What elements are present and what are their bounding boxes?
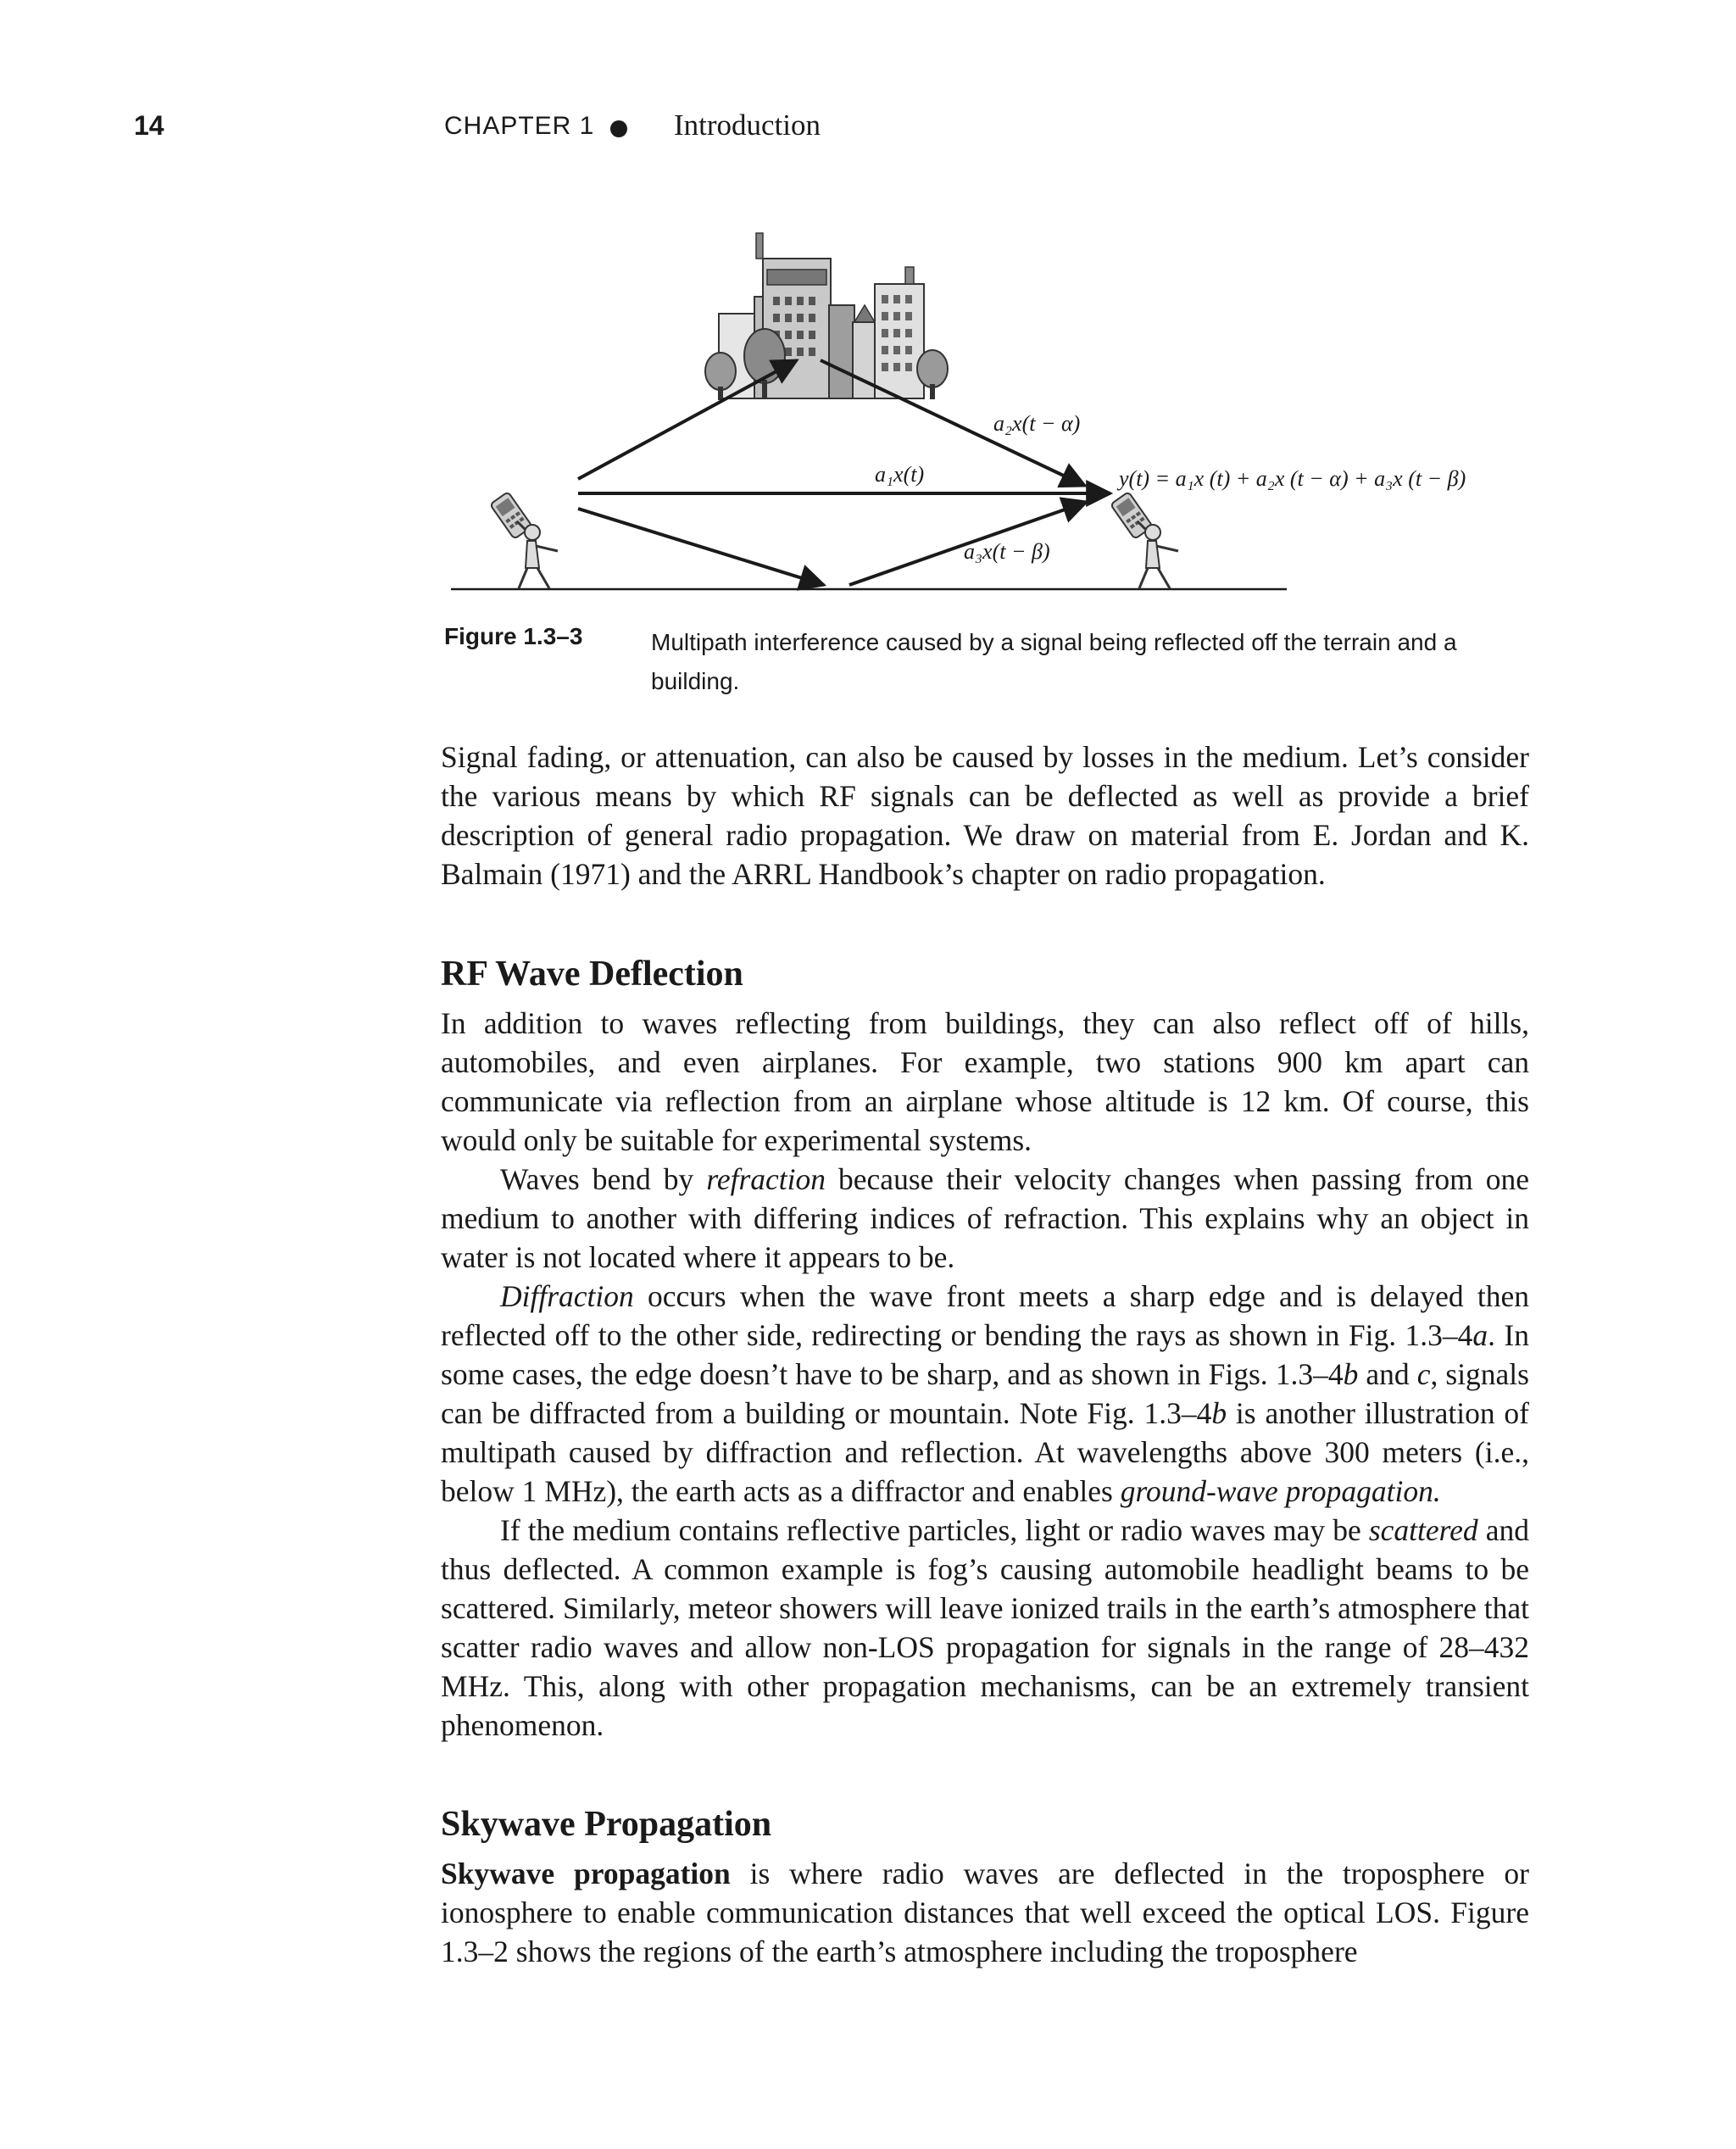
paragraph bbox=[441, 1854, 1529, 1971]
label-a3: a₃x(t − β) bbox=[964, 539, 1050, 564]
paragraph: In addition to waves reflecting from buildings, they can also reflect off of hills, automobiles, and even airplanes. For example, two stations 900 km apart can communicate via reflection from an airplane whose altitude is 12 km. Of course, this would only be suitable for experimental systems. bbox=[441, 1006, 1529, 1157]
section-heading-skywave-propagation: Skywave Propagation bbox=[441, 1805, 772, 1844]
paragraph bbox=[441, 1160, 1529, 1277]
strong-term: Skywave propagation bbox=[441, 1857, 731, 1890]
paragraph bbox=[441, 1511, 1529, 1745]
emphasis: ground-wave propagation. bbox=[1120, 1474, 1441, 1508]
chapter-label: CHAPTER 1 bbox=[444, 112, 595, 140]
emphasis: b bbox=[1343, 1357, 1359, 1391]
text-run: is where radio waves are deflected in the troposphere or ionosphere to enable communication distances that well exceed the optical LOS. Figure 1.3–2 shows the regions of the earth’s atmosphere including the troposphere bbox=[441, 1857, 1529, 1968]
text-run: , signals can be diffracted from a building or mountain. Note Fig. 1.3–4 bbox=[441, 1357, 1529, 1430]
text-run: . In some cases, the edge doesn’t have to be sharp, and as shown in Figs. 1.3–4 bbox=[441, 1318, 1529, 1391]
text-run: occurs when the wave front meets a sharp edge and is delayed then reflected off to the other side, redirecting or bending the rays as shown in Fig. 1.3–4 bbox=[441, 1279, 1529, 1352]
label-a1: a₁x(t) bbox=[875, 462, 925, 487]
label-output: y(t) = a₁x (t) + a₂x (t − α) + a₃x (t − β) bbox=[1119, 466, 1466, 491]
section1-body bbox=[441, 1004, 1529, 1745]
page-number: 14 bbox=[134, 110, 164, 141]
emphasis: a bbox=[1472, 1318, 1488, 1352]
bullet-icon bbox=[610, 120, 627, 137]
path-to-ground bbox=[578, 509, 824, 585]
section2-body bbox=[441, 1854, 1529, 1971]
paragraph bbox=[441, 1277, 1529, 1511]
text-run: because their velocity changes when passing from one medium to another with differing indices of refraction. This explains why an object in water is not located where it appears to be. bbox=[441, 1162, 1529, 1274]
city-buildings-icon bbox=[705, 233, 948, 400]
emphasis: b bbox=[1211, 1396, 1227, 1430]
text-run: If the medium contains reflective particles, light or radio waves may be bbox=[500, 1513, 1369, 1547]
transmitter-person-icon bbox=[490, 492, 558, 588]
multipath-figure bbox=[441, 229, 1543, 602]
paragraph: Signal fading, or attenuation, can also be caused by losses in the medium. Let’s consider the various means by which RF signals can be deflected as well as provide a brief description of general radio propagation. We draw on material from E. Jordan and K. Balmain (1971) and the ARRL Handbook’s chapter on radio propagation. bbox=[441, 740, 1529, 891]
text-run: is another illustration of multipath caused by diffraction and reflection. At wavelengths above 300 meters (i.e., below 1 MHz), the earth acts as a diffractor and enables bbox=[441, 1396, 1529, 1508]
section-heading-rf-wave-deflection: RF Wave Deflection bbox=[441, 955, 743, 994]
caption-text: Multipath interference caused by a signal being reflected off the terrain and a building. bbox=[651, 629, 1457, 694]
text-run: Waves bend by bbox=[500, 1162, 707, 1196]
caption-label: Figure 1.3–3 bbox=[444, 623, 583, 649]
running-head bbox=[0, 110, 1736, 148]
emphasis: c bbox=[1416, 1357, 1431, 1391]
emphasis: refraction bbox=[706, 1162, 826, 1196]
label-a2: a₂x(t − α) bbox=[993, 411, 1081, 436]
chapter-title: Introduction bbox=[674, 109, 821, 142]
intro-paragraph bbox=[441, 738, 1529, 894]
text-run: and bbox=[1358, 1357, 1417, 1391]
text-run: and thus deflected. A common example is fog’s causing automobile headlight beams to be scattered. Similarly, meteor showers will leave ionized trails in the earth’s atmosphere that scatter radio waves and allow non-LOS propagation for signals in the range of 28–432 MHz. This, along with other propagation mechanisms, can be an extremely transient phenomenon. bbox=[441, 1513, 1529, 1742]
receiver-person-icon bbox=[1110, 492, 1178, 588]
path-to-building bbox=[578, 360, 797, 479]
emphasis: Diffraction bbox=[500, 1279, 634, 1313]
emphasis: scattered bbox=[1368, 1513, 1478, 1547]
